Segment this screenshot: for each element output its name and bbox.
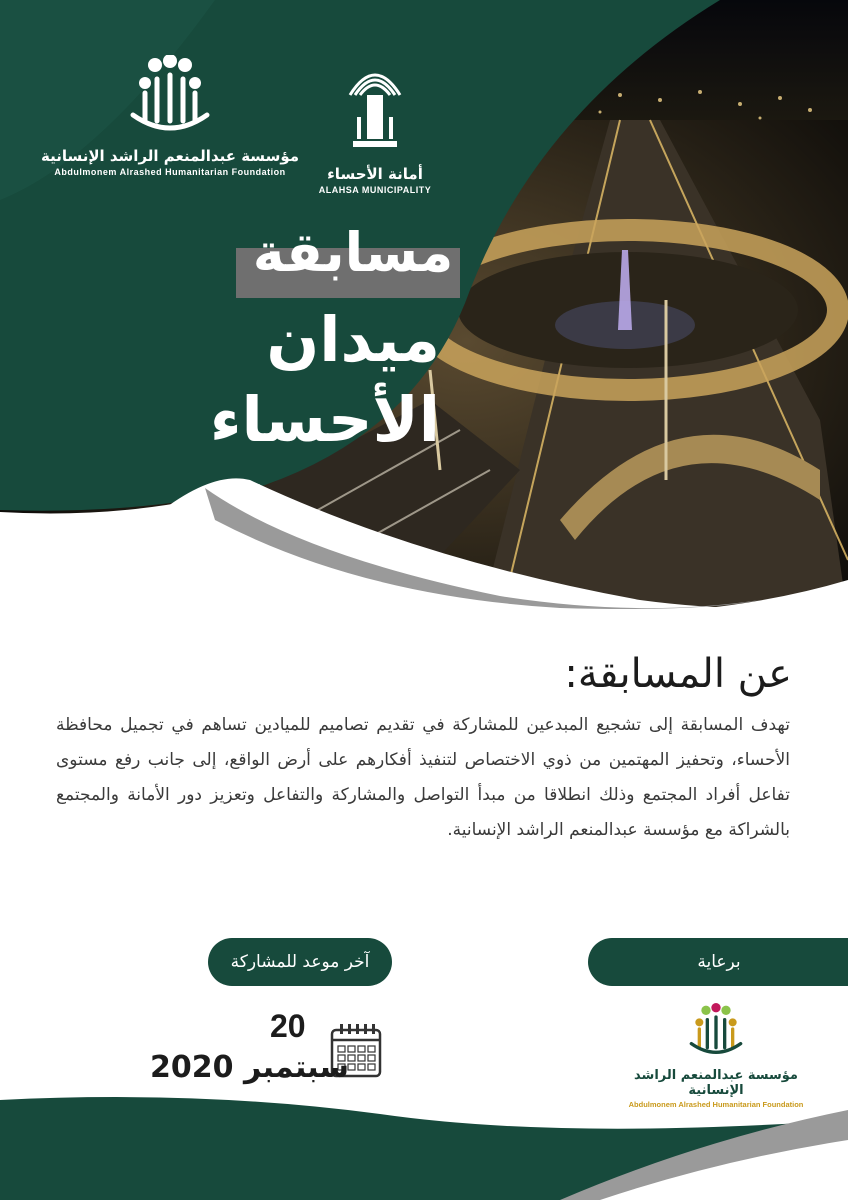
sponsor-label: برعاية xyxy=(588,938,848,986)
sponsor-name-en: Abdulmonem Alrashed Humanitarian Foundation xyxy=(628,1100,804,1109)
foundation-name-ar: مؤسسة عبدالمنعم الراشد الإنسانية xyxy=(40,147,300,165)
competition-title: مسابقة xyxy=(252,221,454,284)
foundation-emblem-icon xyxy=(125,55,215,137)
about-heading: عن المسابقة: xyxy=(564,651,792,697)
deadline-day: 20 xyxy=(270,1008,306,1044)
municipality-name-ar: أمانة الأحساء xyxy=(327,165,423,183)
sponsor-emblem-icon xyxy=(686,1000,746,1062)
municipality-name-en: ALAHSA MUNICIPALITY xyxy=(318,185,432,195)
foundation-logo xyxy=(30,55,310,177)
sponsor-name-ar: مؤسسة عبدالمنعم الراشد الإنسانية xyxy=(634,1068,798,1098)
foundation-name-en: Abdulmonem Alrashed Humanitarian Foundation xyxy=(54,167,286,177)
deadline-label: آخر موعد للمشاركة xyxy=(208,938,392,986)
deadline-month-year: سبتمبر 2020 xyxy=(150,1050,349,1085)
bottom-wave xyxy=(0,1080,848,1200)
municipality-logo xyxy=(300,55,450,195)
municipality-emblem-icon xyxy=(345,55,405,155)
competition-subtitle: ميدان الأحساء xyxy=(209,303,440,456)
about-description: تهدف المسابقة إلى تشجيع المبدعين للمشاركة في تقديم تصاميم للميادين تساهم في تجميل محافظة الأحساء، وتحفيز المهتمين من ذوي الاختصاص لتنفيذ أفكارهم على أرض الواقع، إلى جانب رفع مستوى تفاعل أفراد المجتمع وذلك انطلاقا من مبدأ التواصل والمشاركة والتفاعل وتعزيز دور الأمانة والمجتمع بالشراكة مع مؤسسة عبدالمنعم الراشد الإنسانية. xyxy=(56,715,790,840)
